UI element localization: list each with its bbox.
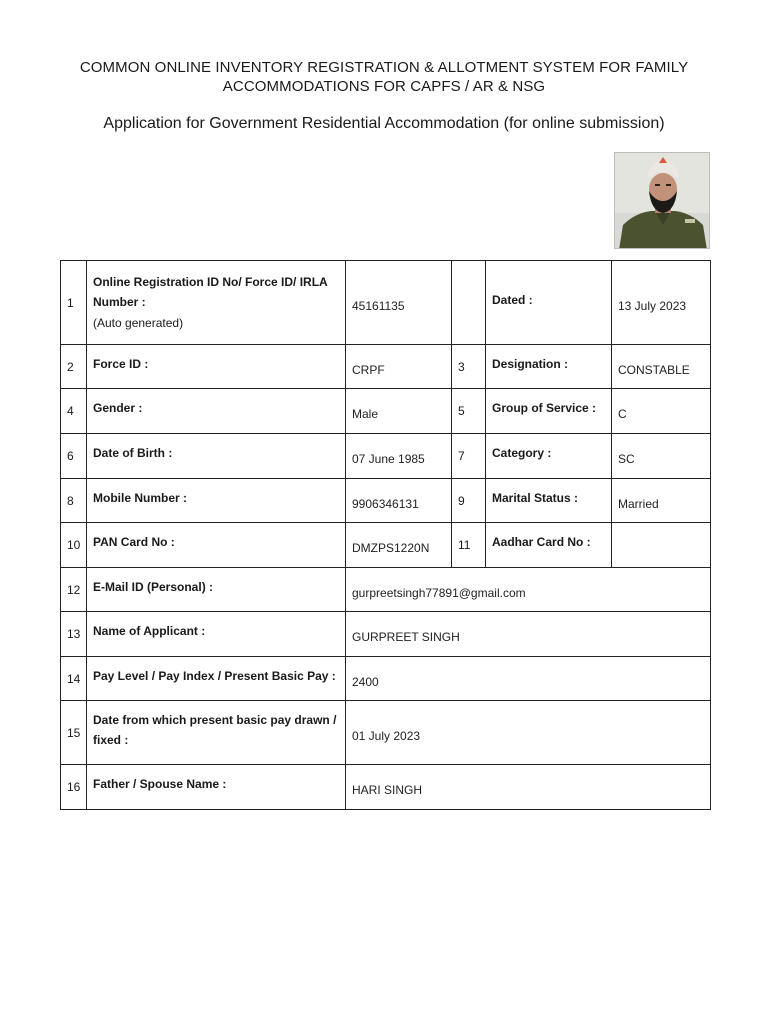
label-pan-card-text: PAN Card No : (93, 535, 175, 549)
label-date-of-birth-text: Date of Birth : (93, 446, 173, 460)
label-designation (486, 345, 612, 389)
value-pay-level (346, 657, 711, 701)
value-father-spouse-name-text: HARI SINGH (352, 783, 423, 797)
value-mobile-number-text: 9906346131 (352, 496, 419, 511)
table-row (61, 479, 711, 523)
label-designation-text: Designation : (492, 356, 569, 371)
value-pan-card-text: DMZPS1220N (352, 541, 430, 555)
row-number: 5 (452, 389, 486, 434)
document-title (0, 58, 768, 96)
value-category (612, 434, 711, 479)
table-row (61, 345, 711, 389)
label-applicant-name-text: Name of Applicant : (93, 624, 206, 638)
label-registration-id-text: Online Registration ID No/ Force ID/ IRLA Number : (93, 274, 328, 309)
label-force-id (87, 345, 346, 389)
value-date-of-birth (346, 434, 452, 479)
row-number: 14 (61, 657, 87, 701)
title-line-2: ACCOMMODATIONS FOR CAPFS / AR & NSG (222, 78, 546, 95)
table-row (61, 612, 711, 657)
row-number: 15 (61, 701, 87, 765)
row-number: 4 (61, 389, 87, 434)
label-pan-card (87, 523, 346, 568)
label-auto-generated: (Auto generated) (93, 315, 184, 330)
label-category (486, 434, 612, 479)
row-number: 7 (452, 434, 486, 479)
label-email (87, 568, 346, 612)
row-number: 1 (61, 261, 87, 345)
row-number: 13 (61, 612, 87, 657)
value-registration-id (346, 261, 452, 345)
row-number: 12 (61, 568, 87, 612)
applicant-photo (614, 152, 710, 249)
row-number: 2 (61, 345, 87, 389)
label-mobile-number-text: Mobile Number : (93, 490, 188, 505)
value-father-spouse-name (346, 765, 711, 810)
value-pan-card (346, 523, 452, 568)
table-row (61, 657, 711, 701)
value-registration-id-text: 45161135 (352, 298, 405, 313)
value-category-text: SC (618, 452, 635, 466)
label-gender-text: Gender : (93, 401, 143, 415)
value-force-id (346, 345, 452, 389)
label-pay-level (87, 657, 346, 701)
value-gender-text: Male (352, 407, 379, 421)
row-number: 6 (61, 434, 87, 479)
label-group-of-service-text: Group of Service : (492, 401, 597, 415)
table-row (61, 701, 711, 765)
value-dated (612, 261, 711, 345)
value-email (346, 568, 711, 612)
value-email-text: gurpreetsingh77891@gmail.com (352, 585, 526, 600)
label-mobile-number (87, 479, 346, 523)
label-applicant-name (87, 612, 346, 657)
value-date-of-birth-text: 07 June 1985 (352, 452, 425, 466)
row-number: 8 (61, 479, 87, 523)
value-dated-text: 13 July 2023 (618, 298, 687, 313)
label-aadhar-card (486, 523, 612, 568)
applicant-photo-icon (615, 153, 710, 249)
label-gender (87, 389, 346, 434)
title-line-1: COMMON ONLINE INVENTORY REGISTRATION & ALLOTMENT SYSTEM FOR FAMILY (79, 59, 689, 76)
label-dated (486, 261, 612, 345)
label-aadhar-card-text: Aadhar Card No : (492, 535, 591, 549)
row-number: 16 (61, 765, 87, 810)
document-subtitle: Application for Government Residential Accommodation (for online submission) (103, 115, 665, 132)
label-pay-drawn-date (87, 701, 346, 765)
table-row (61, 765, 711, 810)
row-number: 10 (61, 523, 87, 568)
value-gender (346, 389, 452, 434)
table-row (61, 523, 711, 568)
label-father-spouse-name-text: Father / Spouse Name : (93, 777, 227, 791)
row-number: 3 (452, 345, 486, 389)
row-number: 9 (452, 479, 486, 523)
row-number: 11 (452, 523, 486, 568)
value-applicant-name (346, 612, 711, 657)
value-group-of-service (612, 389, 711, 434)
value-designation-text: CONSTABLE (618, 362, 690, 377)
table-row (61, 434, 711, 479)
label-group-of-service (486, 389, 612, 434)
value-pay-drawn-date (346, 701, 711, 765)
label-pay-level-text: Pay Level / Pay Index / Present Basic Pay : (93, 668, 336, 683)
value-marital-status-text: Married (618, 496, 659, 511)
application-form-table (60, 260, 711, 810)
value-applicant-name-text: GURPREET SINGH (352, 630, 460, 644)
label-email-text: E-Mail ID (Personal) : (93, 579, 214, 594)
value-marital-status (612, 479, 711, 523)
value-pay-drawn-date-text: 01 July 2023 (352, 728, 421, 743)
label-category-text: Category : (492, 446, 552, 460)
value-mobile-number (346, 479, 452, 523)
table-row (61, 389, 711, 434)
label-force-id-text: Force ID : (93, 356, 149, 371)
label-date-of-birth (87, 434, 346, 479)
table-row (61, 261, 711, 345)
label-pay-drawn-date-text: Date from which present basic pay drawn / fixed : (93, 712, 337, 747)
value-designation (612, 345, 711, 389)
label-marital-status-text: Marital Status : (492, 490, 579, 505)
value-aadhar-card (612, 523, 711, 568)
table-row (61, 568, 711, 612)
value-pay-level-text: 2400 (352, 674, 379, 689)
label-registration-id (87, 261, 346, 345)
label-father-spouse-name (87, 765, 346, 810)
label-dated-text: Dated : (492, 292, 533, 307)
value-force-id-text: CRPF (352, 362, 385, 377)
label-marital-status (486, 479, 612, 523)
value-group-of-service-text: C (618, 407, 627, 421)
row-number-empty (452, 261, 486, 345)
